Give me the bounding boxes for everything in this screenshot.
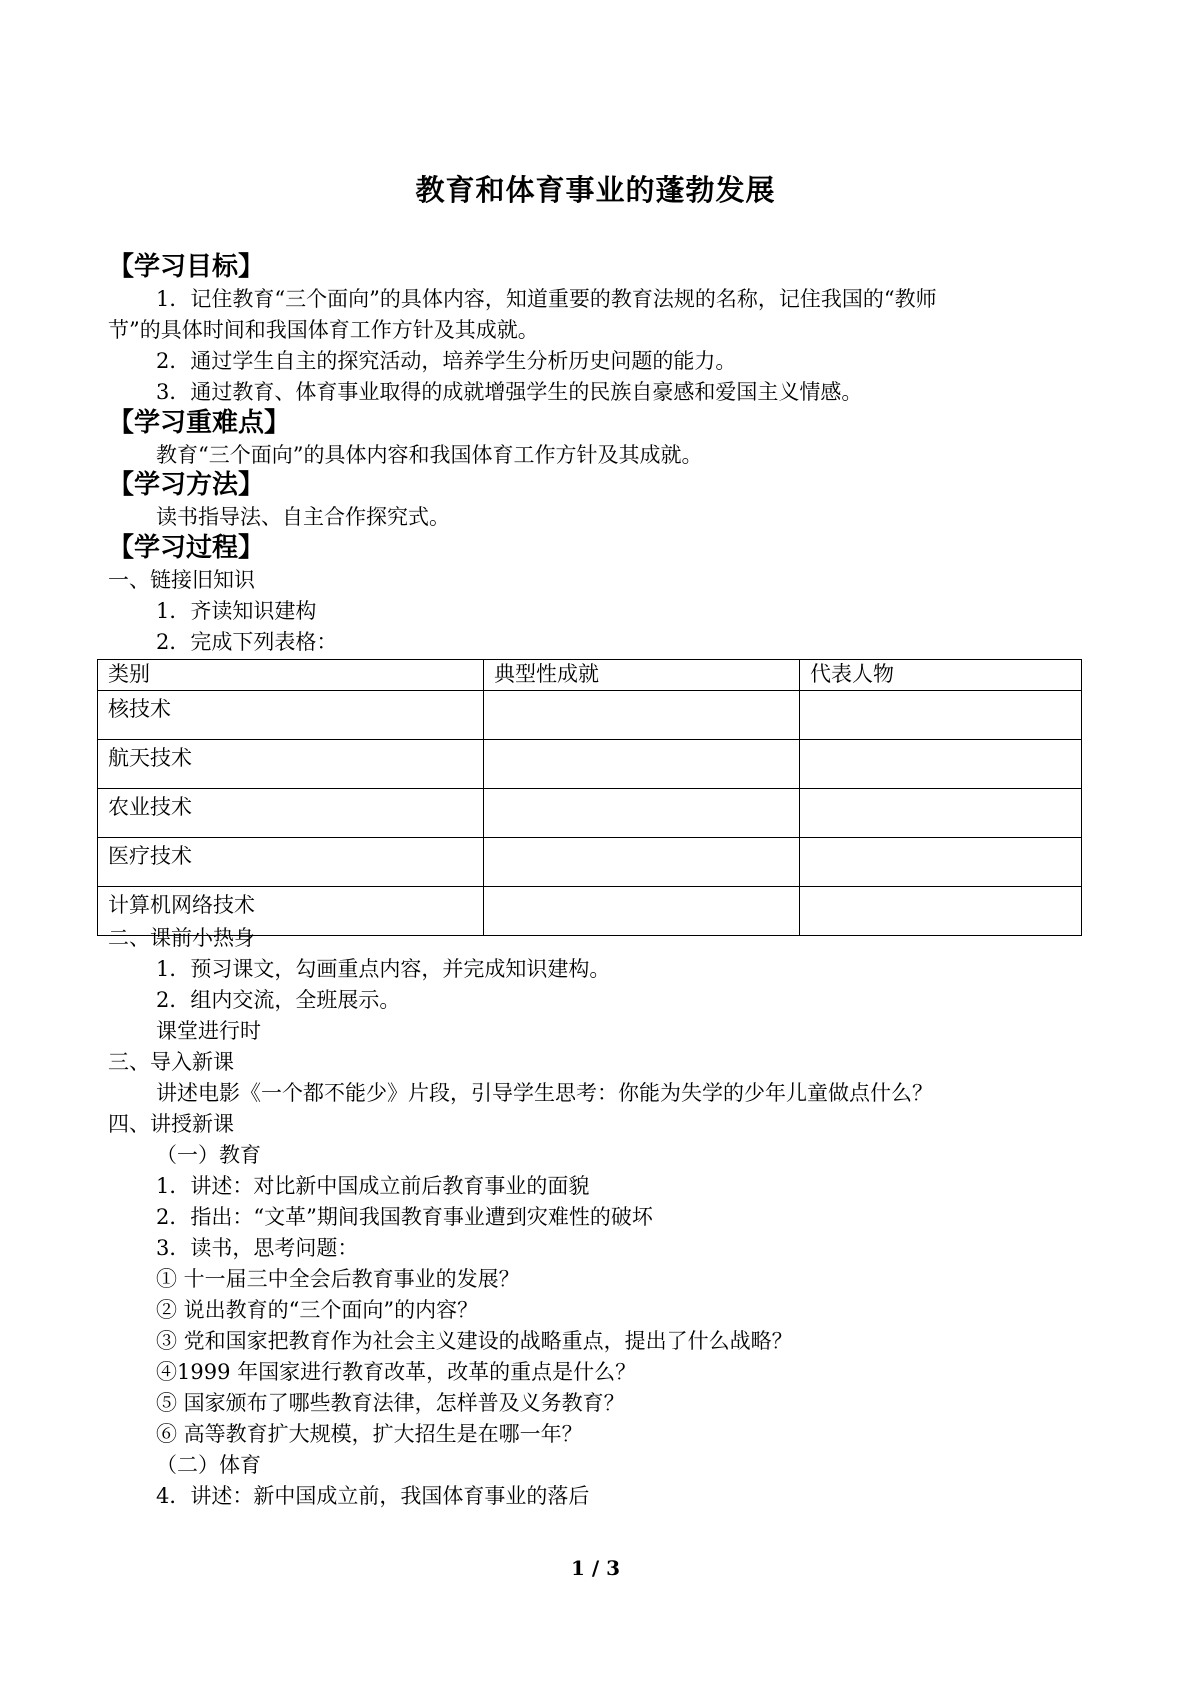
table-cell-empty[interactable]	[484, 789, 800, 838]
table-cell-category: 医疗技术	[98, 838, 484, 887]
table-cell-category: 航天技术	[98, 740, 484, 789]
question-2: ② 说出教育的“三个面向”的内容？	[156, 1298, 479, 1322]
keypoints-heading: 【学习重难点】	[108, 408, 291, 438]
objective-2: 2．通过学生自主的探究活动，培养学生分析历史问题的能力。	[156, 349, 737, 373]
table-cell-category: 计算机网络技术	[98, 887, 484, 936]
table-cell-empty[interactable]	[800, 691, 1082, 740]
table-cell-empty[interactable]	[484, 838, 800, 887]
table-header-row	[98, 660, 1082, 691]
table-row	[98, 740, 1082, 789]
objective-1b: 节”的具体时间和我国体育工作方针及其成就。	[108, 318, 539, 342]
table-row	[98, 838, 1082, 887]
section-4-item-1: 1．讲述：对比新中国成立前后教育事业的面貌	[156, 1174, 590, 1198]
table-cell-empty[interactable]	[484, 740, 800, 789]
table-row	[98, 789, 1082, 838]
section-2-item-3: 课堂进行时	[156, 1019, 261, 1043]
objectives-heading: 【学习目标】	[108, 252, 265, 282]
table-cell-empty[interactable]	[484, 691, 800, 740]
section-4-title: 四、讲授新课	[108, 1112, 234, 1136]
table-row	[98, 691, 1082, 740]
section-1-item-2: 2．完成下列表格：	[156, 630, 338, 654]
page-number: 1 / 3	[570, 1556, 621, 1580]
section-4-sub-sports: （二）体育	[156, 1453, 261, 1477]
table-cell-empty[interactable]	[800, 887, 1082, 936]
section-2-item-2: 2．组内交流，全班展示。	[156, 988, 401, 1012]
section-4-sub-education: （一）教育	[156, 1143, 261, 1167]
table-cell-empty[interactable]	[800, 789, 1082, 838]
table-header-category: 类别	[98, 660, 484, 691]
question-5: ⑤ 国家颁布了哪些教育法律，怎样普及义务教育？	[156, 1391, 625, 1415]
table-cell-empty[interactable]	[800, 838, 1082, 887]
objective-1a: 1．记住教育“三个面向”的具体内容，知道重要的教育法规的名称，记住我国的“教师	[156, 287, 937, 311]
section-2-title: 二、课前小热身	[108, 926, 255, 950]
section-2-item-1: 1．预习课文，勾画重点内容，并完成知识建构。	[156, 957, 611, 981]
achievements-table	[97, 659, 1082, 936]
section-4-item-2: 2．指出：“文革”期间我国教育事业遭到灾难性的破坏	[156, 1205, 653, 1229]
question-1: ① 十一届三中全会后教育事业的发展？	[156, 1267, 520, 1291]
section-4-item-4: 4．讲述：新中国成立前，我国体育事业的落后	[156, 1484, 590, 1508]
section-1-title: 一、链接旧知识	[108, 568, 255, 592]
section-3-title: 三、导入新课	[108, 1050, 234, 1074]
table-header-representative: 代表人物	[800, 660, 1082, 691]
question-4: ④1999 年国家进行教育改革，改革的重点是什么？	[156, 1360, 637, 1384]
objective-3: 3．通过教育、体育事业取得的成就增强学生的民族自豪感和爱国主义情感。	[156, 380, 863, 404]
keypoints-text: 教育“三个面向”的具体内容和我国体育工作方针及其成就。	[156, 443, 703, 467]
page-title: 教育和体育事业的蓬勃发展	[415, 173, 776, 207]
table-cell-category: 农业技术	[98, 789, 484, 838]
methods-heading: 【学习方法】	[108, 470, 265, 500]
section-3-item-1: 讲述电影《一个都不能少》片段，引导学生思考：你能为失学的少年儿童做点什么？	[156, 1081, 933, 1105]
table-cell-category: 核技术	[98, 691, 484, 740]
section-1-item-1: 1．齐读知识建构	[156, 599, 317, 623]
table-header-achievement: 典型性成就	[484, 660, 800, 691]
table-cell-empty[interactable]	[484, 887, 800, 936]
table-cell-empty[interactable]	[800, 740, 1082, 789]
question-3: ③ 党和国家把教育作为社会主义建设的战略重点，提出了什么战略？	[156, 1329, 793, 1353]
question-6: ⑥ 高等教育扩大规模，扩大招生是在哪一年？	[156, 1422, 583, 1446]
process-heading: 【学习过程】	[108, 533, 265, 563]
methods-text: 读书指导法、自主合作探究式。	[156, 505, 450, 529]
section-4-item-3: 3．读书，思考问题：	[156, 1236, 359, 1260]
